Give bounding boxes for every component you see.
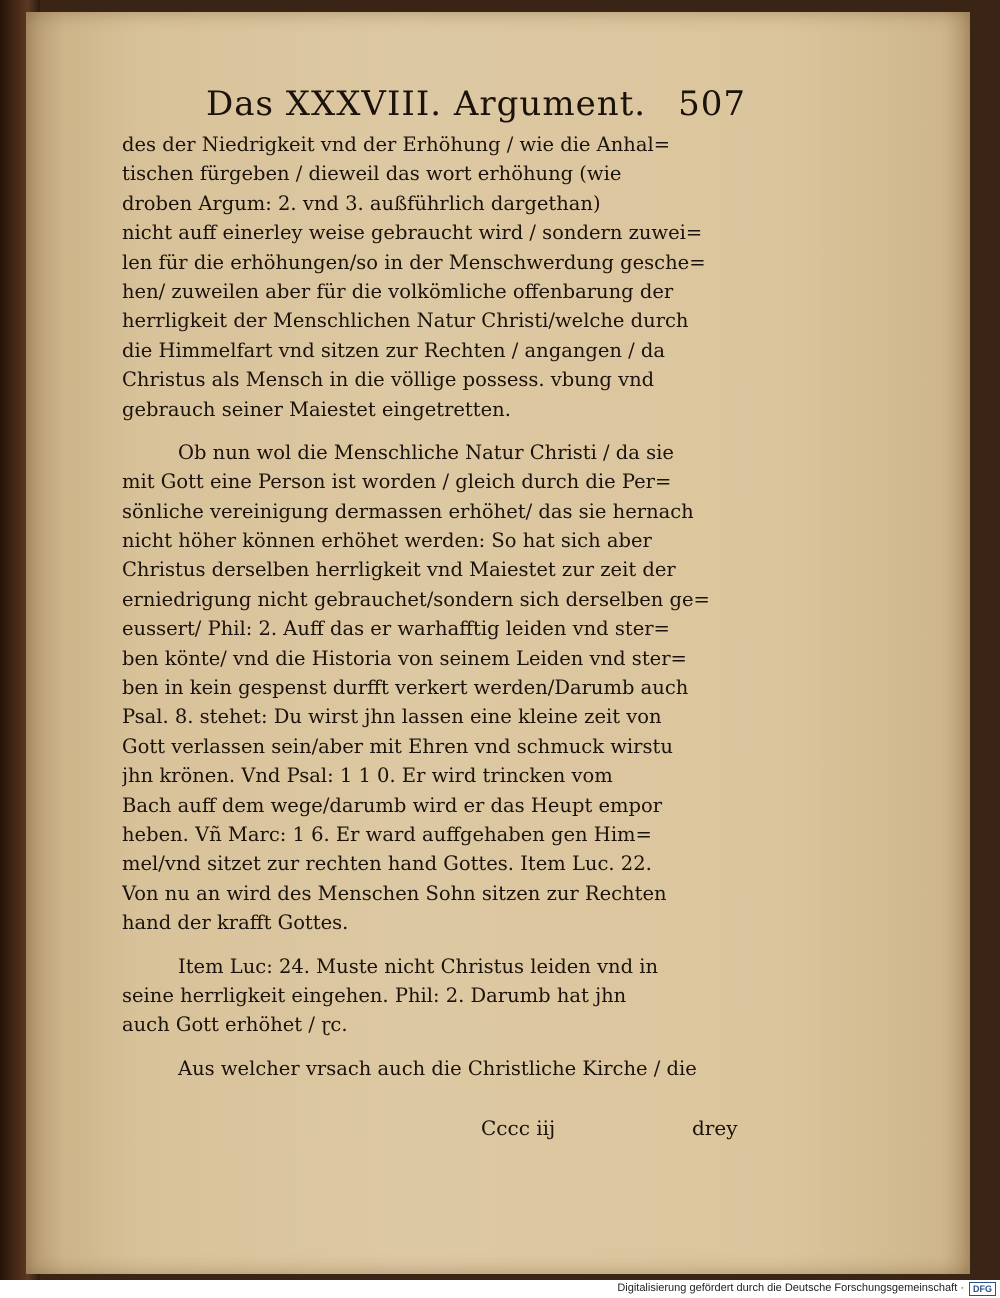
text-line: erniedrigung nicht gebrauchet/sondern sich derselben ge= bbox=[122, 587, 710, 611]
text-line: mel/vnd sitzet zur rechten hand Gottes. Item Luc. 22. bbox=[122, 852, 652, 876]
text-line: auch Gott erhöhet / ɽc. bbox=[122, 1013, 348, 1037]
paragraph-gap bbox=[122, 938, 742, 952]
body-text bbox=[122, 130, 742, 1083]
text-line: sönliche vereinigung dermassen erhöhet/ das sie hernach bbox=[122, 499, 694, 523]
text-line: droben Argum: 2. vnd 3. außführlich dargethan) bbox=[122, 191, 601, 215]
text-line: Christus derselben herrligkeit vnd Maiestet zur zeit der bbox=[122, 558, 676, 582]
text-line: nicht auff einerley weise gebraucht wird / sondern zuwei= bbox=[122, 221, 703, 245]
text-line: hand der krafft Gottes. bbox=[122, 911, 349, 935]
book-page bbox=[26, 12, 970, 1274]
signature-mark: Cccc iij bbox=[481, 1116, 556, 1140]
text-line: seine herrligkeit eingehen. Phil: 2. Darumb hat jhn bbox=[122, 983, 627, 1007]
paragraph bbox=[122, 952, 742, 1040]
paragraph bbox=[122, 1054, 742, 1083]
text-line: Von nu an wird des Menschen Sohn sitzen zur Rechten bbox=[122, 881, 667, 905]
text-line: heben. Vñ Marc: 1 6. Er ward auffgehaben gen Him= bbox=[122, 822, 652, 846]
text-line: jhn krönen. Vnd Psal: 1 1 0. Er wird trincken vom bbox=[122, 764, 613, 788]
text-line: ben in kein gespenst durfft verkert werden/Darumb auch bbox=[122, 676, 689, 700]
digitization-credit-bar bbox=[0, 1280, 1000, 1298]
paragraph bbox=[122, 438, 742, 938]
text-line: mit Gott eine Person ist worden / gleich durch die Per= bbox=[122, 470, 672, 494]
text-line: herrligkeit der Menschlichen Natur Christi/welche durch bbox=[122, 309, 689, 333]
running-head bbox=[206, 84, 746, 128]
paragraph-gap bbox=[122, 1040, 742, 1054]
catchword: drey bbox=[692, 1116, 738, 1140]
text-line: ben könte/ vnd die Historia von seinem Leiden vnd ster= bbox=[122, 646, 687, 670]
text-line: Bach auff dem wege/darumb wird er das Heupt empor bbox=[122, 793, 663, 817]
text-line: Christus als Mensch in die völlige possess. vbung vnd bbox=[122, 368, 655, 392]
text-line: hen/ zuweilen aber für die volkömliche offenbarung der bbox=[122, 279, 674, 303]
text-line: die Himmelfart vnd sitzen zur Rechten / angangen / da bbox=[122, 338, 666, 362]
paragraph bbox=[122, 130, 742, 424]
text-line: Gott verlassen sein/aber mit Ehren vnd schmuck wirstu bbox=[122, 734, 673, 758]
credit-text: Digitalisierung gefördert durch die Deutsche Forschungsgemeinschaft · bbox=[617, 1282, 964, 1294]
text-line: Aus welcher vrsach auch die Christliche Kirche / die bbox=[178, 1056, 697, 1080]
text-line: nicht höher können erhöhet werden: So hat sich aber bbox=[122, 529, 652, 553]
dfg-logo: DFG bbox=[969, 1282, 996, 1296]
text-line: des der Niedrigkeit vnd der Erhöhung / wie die Anhal= bbox=[122, 133, 671, 156]
text-line: tischen fürgeben / dieweil das wort erhöhung (wie bbox=[122, 162, 622, 186]
text-line: Ob nun wol die Menschliche Natur Christi / da sie bbox=[178, 440, 674, 464]
chapter-title: Das XXXVIII. Argument. bbox=[206, 84, 647, 124]
text-line: len für die erhöhungen/so in der Menschwerdung gesche= bbox=[122, 250, 706, 274]
text-line: Psal. 8. stehet: Du wirst jhn lassen eine kleine zeit von bbox=[122, 705, 662, 729]
page-number: 507 bbox=[678, 84, 746, 124]
paragraph-gap bbox=[122, 424, 742, 438]
text-line: eussert/ Phil: 2. Auff das er warhafftig leiden vnd ster= bbox=[122, 617, 670, 641]
text-line: Item Luc: 24. Muste nicht Christus leiden vnd in bbox=[178, 954, 659, 978]
text-line: gebrauch seiner Maiestet eingetretten. bbox=[122, 397, 511, 421]
